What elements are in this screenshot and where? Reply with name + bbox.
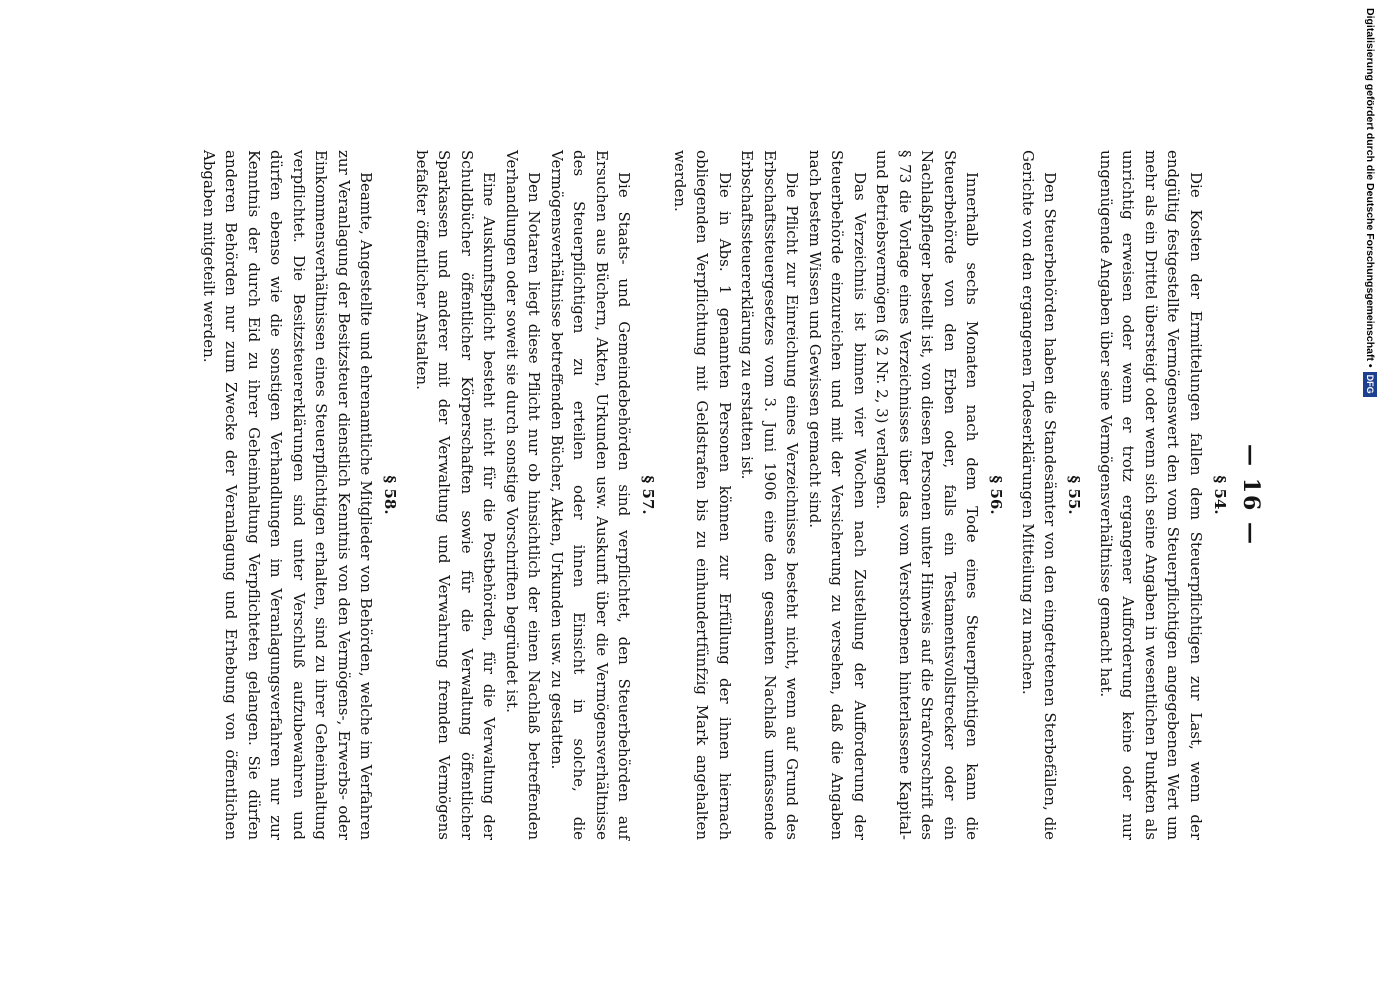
rotated-document-page bbox=[150, 150, 1270, 840]
section-heading: § 57. bbox=[639, 475, 658, 515]
paragraph: Beamte, Angestellte und ehrenamtliche Mitglieder von Behörden, welche im Verfahren zur Veranlagung der Besitzsteuer dienstlich Kenntnis von den Vermögens-, Erwerbs- oder Einkommensverhältnissen eines Steuerpflichtigen erhalten, sind zu ihrer Geheimhaltung verpflichtet. Die Besitzsteuererklärungen sind unter Verschluß aufzubewahren und dürfen ebenso wie die sonstigen Verhandlungen im Veranlagungsverfahren nur zur Kenntnis der durch Eid zu ihrer Geheimhaltung Verpflichteten gelangen. Sie dürfen anderen Behörden nur zum Zwecke der Veranlagung und Erhebung von öffentlichen Abgaben mitgeteilt werden. bbox=[200, 150, 376, 840]
paragraph: Eine Auskunftspflicht besteht nicht für die Postbehörden, für die Verwaltung der Schuldbücher öffentlicher Körperschaften sowie für die Verwaltung öffentlicher Sparkassen und anderer mit der Verwaltung und Verwahrung fremden Vermögens befaßter öffentlicher Anstalten. bbox=[413, 150, 499, 840]
watermark-text: Digitalisierung gefördert durch die Deutsche Forschungsgemeinschaft • bbox=[1364, 8, 1376, 368]
paragraph: Die Staats- und Gemeindebehörden sind verpflichtet, den Steuerbehörden auf Ersuchen aus Büchern, Akten, Urkunden usw. Auskunft über die Vermögensverhältnisse des Steuerpflichtigen zu erteilen oder ihnen Einsicht in solche, die Vermögensverhältnisse betreffenden Bücher, Akten, Urkunden usw. zu gestatten. bbox=[548, 150, 634, 840]
section-55 bbox=[1017, 150, 1087, 840]
paragraph: Innerhalb sechs Monaten nach dem Tode eines Steuerpflichtigen kann die Steuerbehörde von den Erben oder, falls ein Testamentsvollstrecker oder ein Nachlaßpfleger bestellt ist, von diesen Personen unter Hinweis auf die Strafvorschrift des § 73 die Vorlage eines Verzeichnisses über das vom Verstorbenen hinterlassene Kapital- und Betriebsvermögen (§ 2 Nr. 2, 3) verlangen. bbox=[873, 150, 982, 840]
paragraph: Den Notaren liegt diese Pflicht nur ob hinsichtlich der einen Nachlaß betreffenden Verhandlungen oder soweit sie durch sonstige Vorschriften begründet ist. bbox=[503, 150, 544, 840]
section-58 bbox=[198, 150, 403, 840]
paragraph: Die Pflicht zur Einreichung eines Verzeichnisses besteht nicht, wenn auf Grund des Erbschaftssteuergesetzes vom 3. Juni 1906 eine den gesamten Nachlaß umfassende Erbschaftssteuererklärung zu erstatten ist. bbox=[738, 150, 802, 840]
paragraph: Die in Abs. 1 genannten Personen können zur Erfüllung der ihnen hiernach obliegenden Verpflichtung mit Geldstrafen bis zu einhundertfünfzig Mark angehalten werden. bbox=[671, 150, 734, 840]
digitization-watermark bbox=[1360, 8, 1380, 394]
section-56 bbox=[669, 150, 1009, 840]
paragraph: Die Kosten der Ermittelungen fallen dem Steuerpflichtigen zur Last, wenn der endgültig festgestellte Vermögenswert den vom Steuerpflichtigen angegebenen Wert um mehr als ein Drittel übersteigt oder wenn sich seine Angaben in wesentlichen Punkten als unrichtig erweisen oder wenn er trotz ergangener Aufforderung keine oder nur ungenügende Angaben über seine Vermögensverhältnisse gemacht hat. bbox=[1097, 150, 1205, 840]
page-number: — 16 — bbox=[1238, 444, 1264, 546]
section-heading: § 58. bbox=[381, 475, 400, 515]
dfg-logo-icon: DFG bbox=[1363, 372, 1377, 397]
paragraph: Das Verzeichnis ist binnen vier Wochen nach Zustellung der Aufforderung der Steuerbehörde einzureichen und mit der Versicherung zu versehen, daß die Angaben nach bestem Wissen und Gewissen gemacht sind. bbox=[806, 150, 869, 840]
section-54 bbox=[1095, 150, 1233, 840]
section-heading: § 56. bbox=[987, 475, 1006, 515]
section-57 bbox=[411, 150, 661, 840]
paragraph: Den Steuerbehörden haben die Standesämter von den eingetretenen Sterbefällen, die Gerichte von den ergangenen Todeserklärungen Mitteilung zu machen. bbox=[1019, 150, 1060, 840]
section-heading: § 55. bbox=[1065, 475, 1084, 515]
section-heading: § 54. bbox=[1211, 475, 1229, 515]
